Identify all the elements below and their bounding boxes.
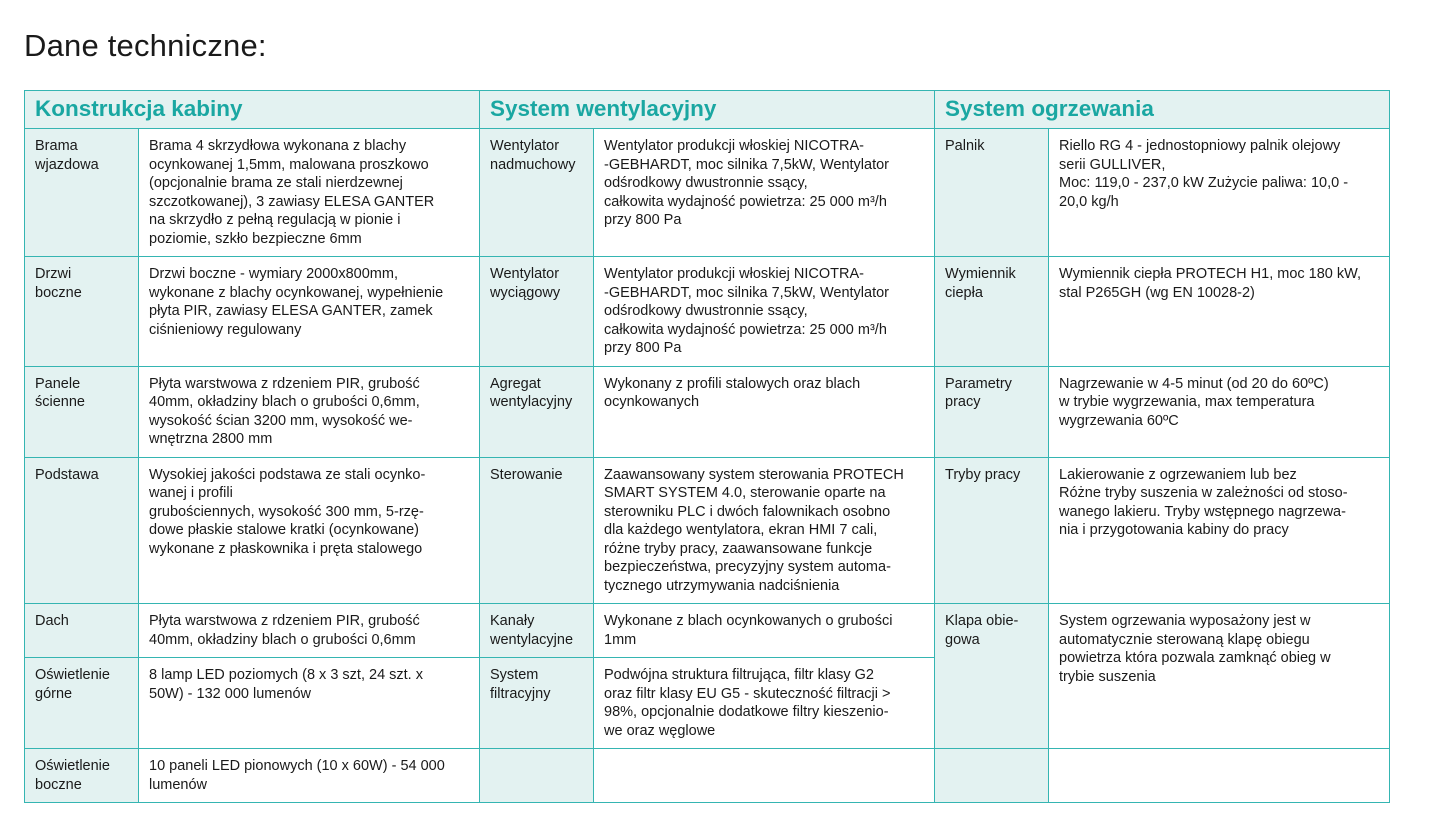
heating-value: Riello RG 4 - jednostopniowy palnik olejowy serii GULLIVER, Moc: 119,0 - 237,0 kW Zużycie paliwa: 10,0 - 20,0 kg/h (1049, 129, 1390, 257)
cabin-label: Dach (25, 604, 139, 658)
ventilation-value: Wentylator produkcji włoskiej NICOTRA- -GEBHARDT, moc silnika 7,5kW, Wentylator odśrodkowy dwustronnie ssący, całkowita wydajność powietrza: 25 000 m³/h przy 800 Pa (594, 257, 935, 367)
empty-label-cell (480, 749, 594, 803)
heating-label: Klapa obie- gowa (935, 604, 1049, 749)
table-row (25, 257, 1390, 367)
table-row (25, 129, 1390, 257)
cabin-value: Brama 4 skrzydłowa wykonana z blachy ocynkowanej 1,5mm, malowana proszkowo (opcjonalnie brama ze stali nierdzewnej szczotkowanej), 3 zawiasy ELESA GANTER na skrzydło z pełną regulacją w pionie i poziomie, szkło bezpieczne 6mm (139, 129, 480, 257)
ventilation-label: System filtracyjny (480, 658, 594, 749)
heating-label: Wymiennik ciepła (935, 257, 1049, 367)
heating-label: Parametry pracy (935, 366, 1049, 457)
cabin-value: Płyta warstwowa z rdzeniem PIR, grubość 40mm, okładziny blach o grubości 0,6mm (139, 604, 480, 658)
heating-label: Palnik (935, 129, 1049, 257)
cabin-value: Wysokiej jakości podstawa ze stali ocynko- wanej i profili grubościennych, wysokość 300 mm, 5-rzę- dowe płaskie stalowe kratki (ocynkowane) wykonane z płaskownika i pręta stalowego (139, 457, 480, 604)
ventilation-label: Wentylator nadmuchowy (480, 129, 594, 257)
cabin-label: Drzwi boczne (25, 257, 139, 367)
ventilation-value: Wentylator produkcji włoskiej NICOTRA- -GEBHARDT, moc silnika 7,5kW, Wentylator odśrodkowy dwustronnie ssący, całkowita wydajność powietrza: 25 000 m³/h przy 800 Pa (594, 129, 935, 257)
ventilation-label: Agregat wentylacyjny (480, 366, 594, 457)
table-row (25, 366, 1390, 457)
cabin-label: Oświetlenie boczne (25, 749, 139, 803)
table-row (25, 604, 1390, 658)
cabin-label: Oświetlenie górne (25, 658, 139, 749)
header-row (25, 91, 1390, 129)
ventilation-label: Sterowanie (480, 457, 594, 604)
header-cabin: Konstrukcja kabiny (25, 91, 480, 129)
ventilation-label: Kanały wentylacyjne (480, 604, 594, 658)
heating-value: System ogrzewania wyposażony jest w automatycznie sterowaną klapę obiegu powietrza która pozwala zamknąć obieg w trybie suszenia (1049, 604, 1390, 749)
ventilation-value: Zaawansowany system sterowania PROTECH SMART SYSTEM 4.0, sterowanie oparte na sterowniku PLC i dwóch falownikach osobno dla każdego wentylatora, ekran HMI 7 cali, różne tryby pracy, zaawansowane funkcje bezpieczeństwa, precyzyjny system automa- tycznego utrzymywania nadciśnienia (594, 457, 935, 604)
cabin-value: 8 lamp LED poziomych (8 x 3 szt, 24 szt. x 50W) - 132 000 lumenów (139, 658, 480, 749)
cabin-label: Brama wjazdowa (25, 129, 139, 257)
ventilation-value: Podwójna struktura filtrująca, filtr klasy G2 oraz filtr klasy EU G5 - skuteczność filtracji > 98%, opcjonalnie dodatkowe filtry kieszenio- we oraz węglowe (594, 658, 935, 749)
heating-value: Wymiennik ciepła PROTECH H1, moc 180 kW, stal P265GH (wg EN 10028-2) (1049, 257, 1390, 367)
empty-value-cell (594, 749, 935, 803)
ventilation-label: Wentylator wyciągowy (480, 257, 594, 367)
heating-value: Lakierowanie z ogrzewaniem lub bez Różne tryby suszenia w zależności od stoso- wanego lakieru. Tryby wstępnego nagrzewa- nia i przygotowania kabiny do pracy (1049, 457, 1390, 604)
empty-value-cell (1049, 749, 1390, 803)
table-row (25, 749, 1390, 803)
ventilation-value: Wykonany z profili stalowych oraz blach ocynkowanych (594, 366, 935, 457)
cabin-value: Płyta warstwowa z rdzeniem PIR, grubość 40mm, okładziny blach o grubości 0,6mm, wysokość ścian 3200 mm, wysokość we- wnętrzna 2800 mm (139, 366, 480, 457)
spec-table (24, 90, 1390, 803)
page-title: Dane techniczne: (24, 28, 267, 63)
empty-label-cell (935, 749, 1049, 803)
cabin-value: Drzwi boczne - wymiary 2000x800mm, wykonane z blachy ocynkowanej, wypełnienie płyta PIR, zawiasy ELESA GANTER, zamek ciśnieniowy regulowany (139, 257, 480, 367)
ventilation-value: Wykonane z blach ocynkowanych o grubości 1mm (594, 604, 935, 658)
heating-value: Nagrzewanie w 4-5 minut (od 20 do 60ºC) w trybie wygrzewania, max temperatura wygrzewania 60ºC (1049, 366, 1390, 457)
cabin-value: 10 paneli LED pionowych (10 x 60W) - 54 000 lumenów (139, 749, 480, 803)
cabin-label: Podstawa (25, 457, 139, 604)
heating-label: Tryby pracy (935, 457, 1049, 604)
header-heating: System ogrzewania (935, 91, 1390, 129)
header-ventilation: System wentylacyjny (480, 91, 935, 129)
table-row (25, 457, 1390, 604)
cabin-label: Panele ścienne (25, 366, 139, 457)
